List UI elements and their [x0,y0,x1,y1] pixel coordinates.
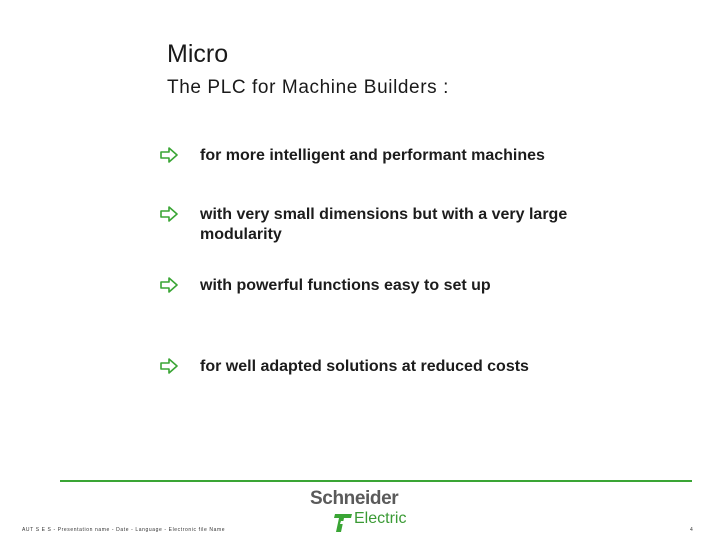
bullet-text: with powerful functions easy to set up [200,277,491,294]
footer-text: AUT S E S - Presentation name - Date - Language - Electronic file Name [22,527,226,533]
schneider-logo-mark-icon [332,513,354,533]
slide-title: Micro [167,40,229,68]
footer-divider [60,480,692,482]
bullet-text: for well adapted solutions at reduced costs [200,358,529,375]
slide-subtitle: The PLC for Machine Builders : [167,77,450,98]
hollow-right-arrow-icon [160,276,178,294]
hollow-right-arrow-icon [160,357,178,375]
logo-wordmark-top: Schneider [310,488,399,509]
logo-wordmark-bottom: Electric [354,510,407,527]
bullet-text: with very small dimensions but with a very large modularity [200,206,568,243]
schneider-electric-logo [310,488,420,534]
page-number: 4 [690,527,693,533]
hollow-right-arrow-icon [160,146,178,164]
hollow-right-arrow-icon [160,205,178,223]
bullet-text: for more intelligent and performant machines [200,147,545,164]
